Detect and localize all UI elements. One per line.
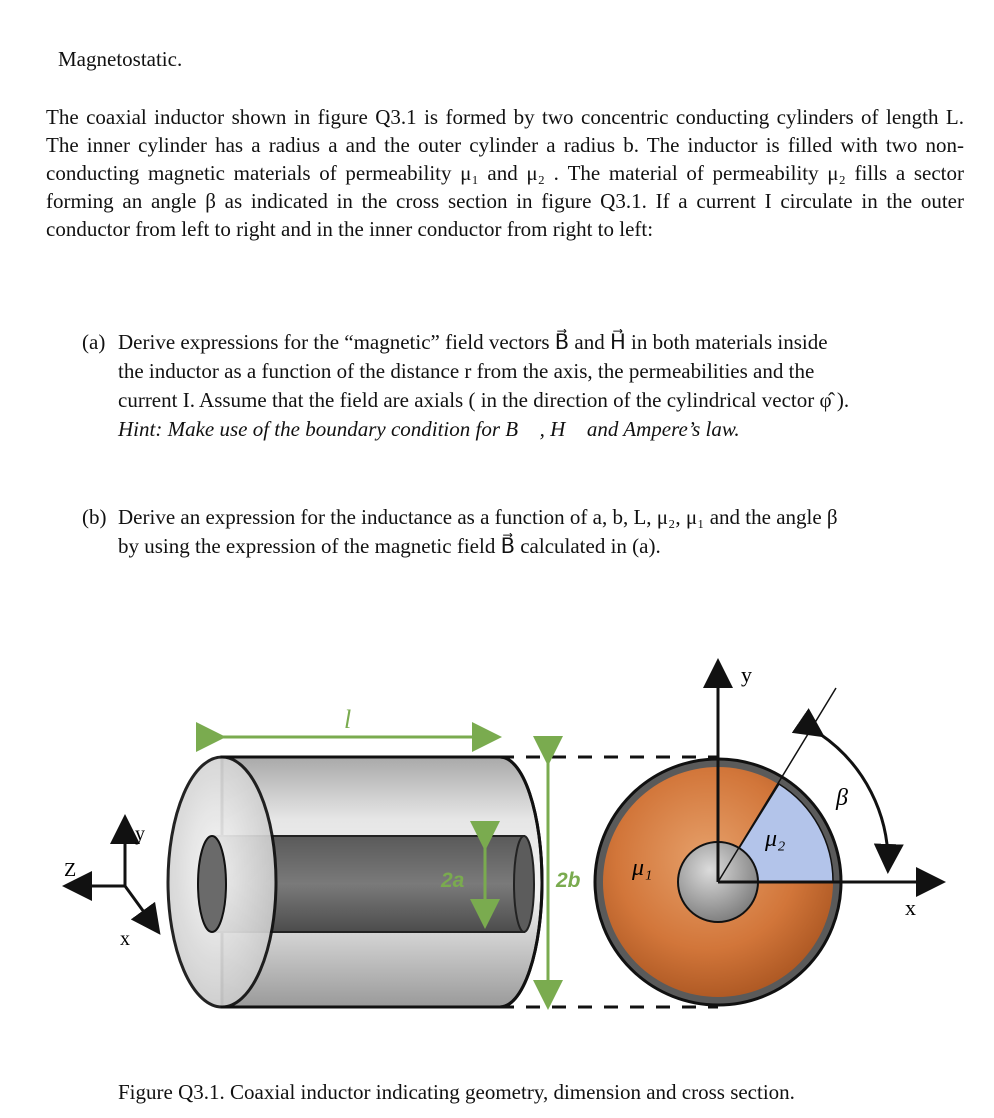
part-b-line2: by using the expression of the magnetic field B⃗ calculated in (a). <box>118 534 661 558</box>
part-a-line2: the inductor as a function of the distance r from the axis, the permeabilities and the <box>118 359 815 383</box>
small-axis-z-label: Z <box>64 859 77 881</box>
inner-rod-near-end <box>198 836 226 932</box>
part-a <box>82 328 962 444</box>
figure-caption: Figure Q3.1. Coaxial inductor indicating geometry, dimension and cross section. <box>118 1080 795 1104</box>
part-a-line3: current I. Assume that the field are axials ( in the direction of the cylindrical vector φ̂ ). <box>118 388 850 412</box>
part-b-line1: Derive an expression for the inductance as a function of a, b, L, μ₂, μ₁ and the angle β <box>118 505 838 529</box>
mu2-label: μ₂ <box>765 826 786 852</box>
coaxial-cylinder <box>168 757 542 1007</box>
problem-intro: The coaxial inductor shown in figure Q3.1 is formed by two concentric conducting cylinders of length L. The inner cylinder has a radius a and the outer cylinder a radius b. The inductor is filled with two non-conducting magnetic materials of permeability μ₁ and μ₂ . The material of permeability μ₂ fills a sector forming an angle β as indicated in the cross section in figure Q3.1. If a current I circulate in the outer conductor from left to right and in the inner conductor from right to left: <box>46 105 964 241</box>
small-axis-y-label: y <box>135 823 145 845</box>
length-dimension <box>220 705 496 737</box>
figure-svg <box>0 640 994 1040</box>
inner-diameter-label: 2a <box>441 869 465 892</box>
mu1-label: μ₁ <box>632 855 653 881</box>
small-axes <box>64 820 157 950</box>
part-a-hint: Hint: Make use of the boundary condition for B⃗ , H⃗ and Ampere’s law. <box>118 417 740 441</box>
part-a-line1: Derive expressions for the “magnetic” field vectors B⃗ and H⃗ in both materials inside <box>118 330 828 354</box>
outer-diameter-label: 2b <box>556 869 581 892</box>
axis-y-label: y <box>741 662 752 687</box>
inner-rod-far-end <box>514 836 534 932</box>
small-x-axis <box>125 886 157 930</box>
cross-section <box>595 662 940 1005</box>
section-heading: Magnetostatic. <box>58 47 183 71</box>
axis-x-label: x <box>905 895 916 920</box>
part-a-label: (a) <box>82 330 106 354</box>
figure-q3-1 <box>0 640 994 1040</box>
part-b <box>82 503 962 561</box>
beta-label: β <box>836 785 848 811</box>
part-b-label: (b) <box>82 505 107 529</box>
small-axis-x-label: x <box>120 928 130 950</box>
length-label: l <box>344 705 352 734</box>
